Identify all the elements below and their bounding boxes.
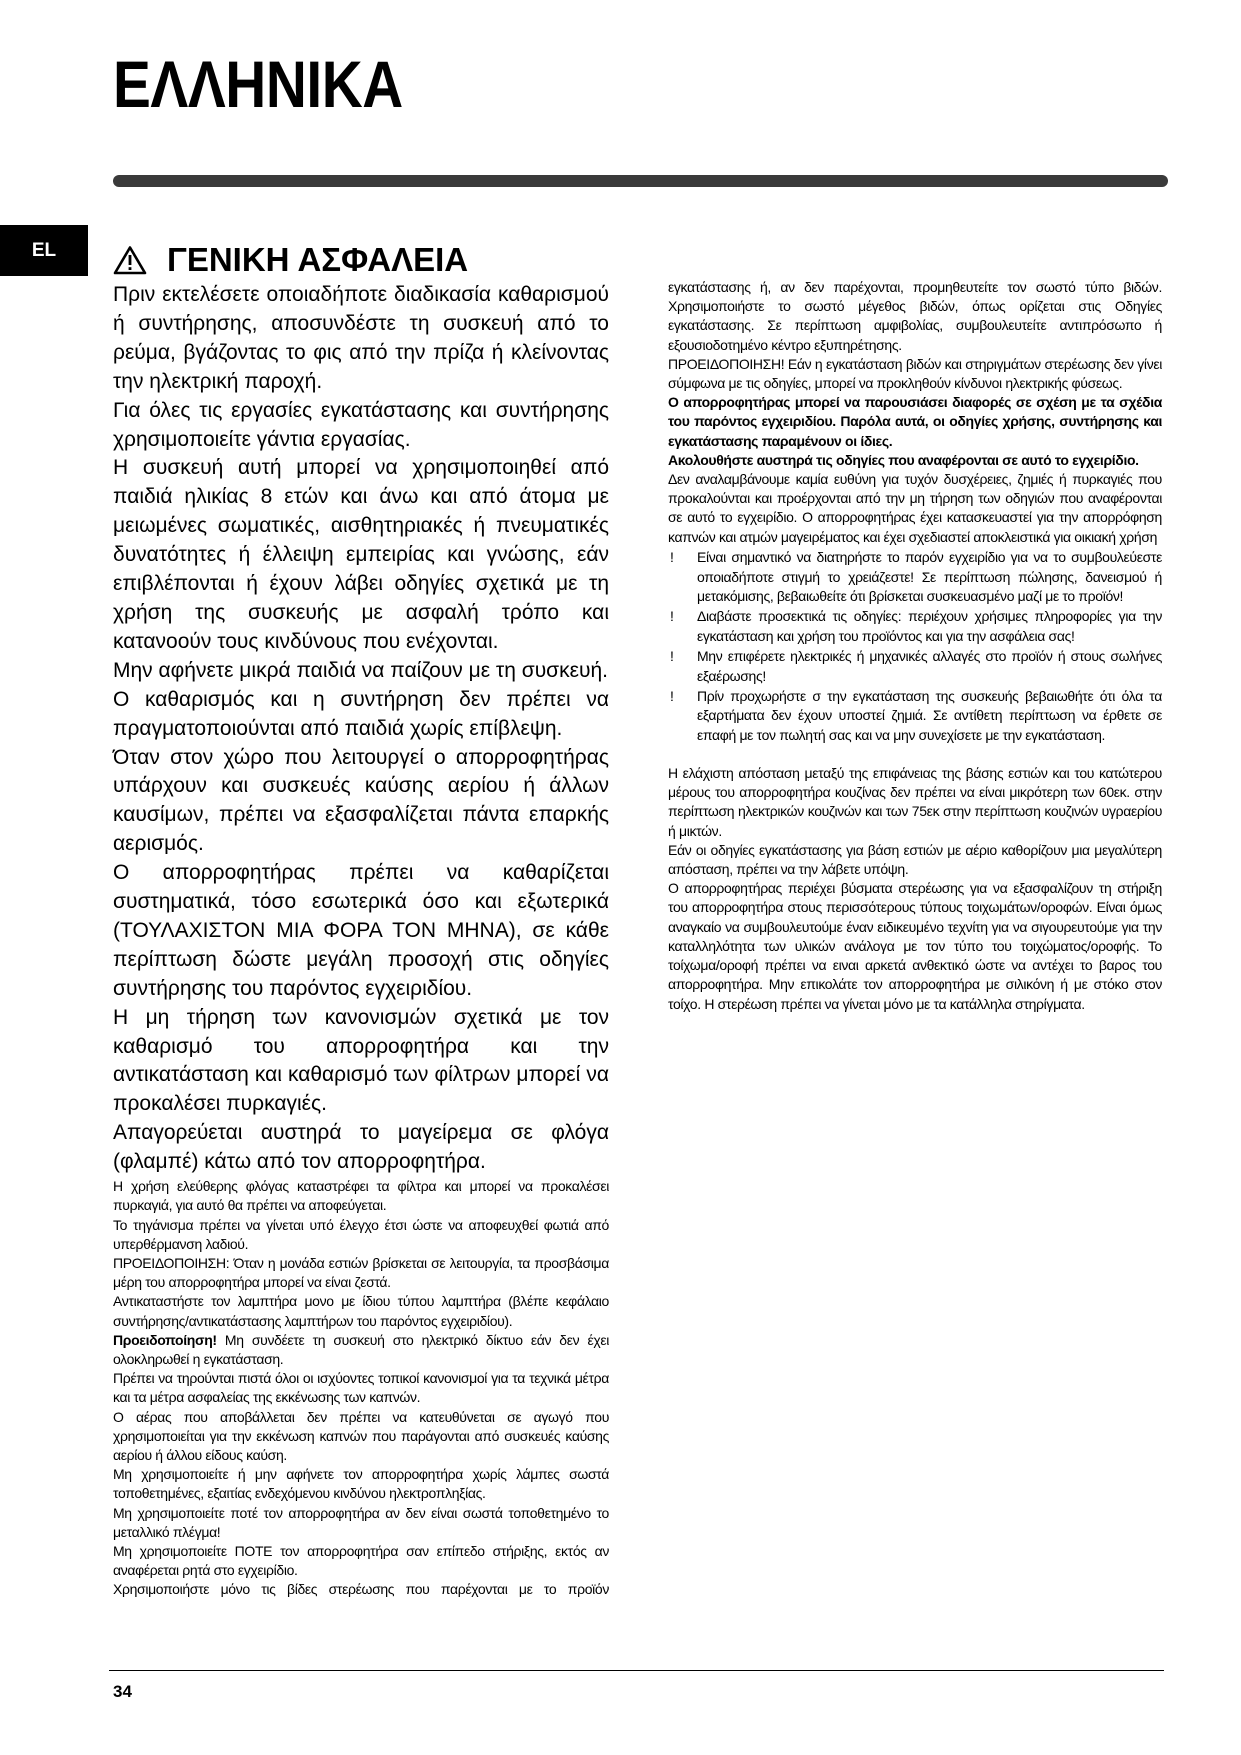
safety-paragraph: Η μη τήρηση των κανονισμών σχετικά με τον καθαρισμό του απορροφητήρα και την αντικατάσταση και καθαρισμό των φίλτρων μπορεί να προκαλέσει πυρκαγιές. <box>113 1005 609 1116</box>
section-title: ΓΕΝΙΚΗ ΑΣΦΑΛΕΙΑ <box>167 241 469 278</box>
safety-note: Ο αέρας που αποβάλλεται δεν πρέπει να κατευθύνεται σε αγωγό που χρησιμοποιείται για την εκκένωση καπνών που παράγονται από συσκευές καύσης αερίου ή άλλου είδους καύση. <box>113 1408 609 1463</box>
right-column <box>668 278 1162 1014</box>
main-safety-instructions <box>113 281 609 1177</box>
list-item <box>668 548 1162 606</box>
installation-note: Εάν οι οδηγίες εγκατάστασης για βάση εστιών με αέριο καθορίζουν μια μεγαλύτερη απόσταση, πρέπει να την λάβετε υπόψη. <box>668 841 1162 878</box>
list-item <box>668 687 1162 745</box>
safety-paragraph: Ο καθαρισμός και η συντήρηση δεν πρέπει να πραγματοποιούνται από παιδιά χωρίς επίβλεψη. <box>113 687 609 740</box>
safety-note: Η χρήση ελεύθερης φλόγας καταστρέφει τα φίλτρα και μπορεί να προκαλέσει πυρκαγιά, για αυτό θα πρέπει να αποφεύγεται. <box>113 1178 609 1214</box>
safety-paragraph: Όταν στον χώρο που λειτουργεί ο απορροφητήρας υπάρχουν και συσκευές καύσης αερίου ή άλλων καυσίμων, πρέπει να εξασφαλίζεται πάντα επαρκής αερισμός. <box>113 745 609 856</box>
safety-paragraph: Ο απορροφητήρας πρέπει να καθαρίζεται συστηματικά, τόσο εσωτερικά όσο και εξωτερικά (ΤΟΥΛΑΧΙΣΤΟΝ ΜΙΑ ΦΟΡΑ ΤΟΝ ΜΗΝΑ), σε κάθε περίπτωση δώστε μεγάλη προσοχή στις οδηγίες συντήρησης του παρόντος εγχειριδίου. <box>113 861 609 1000</box>
exclamation-bullet-icon: ! <box>670 648 674 665</box>
language-tab: EL <box>0 225 88 276</box>
exclamation-bullet-icon: ! <box>670 608 674 625</box>
safety-note: Μη χρησιμοποιείτε ποτέ τον απορροφητήρα αν δεν είναι σωστά τοποθετημένο το μεταλλικό πλέγμα! <box>113 1504 609 1540</box>
list-item-text: Είναι σημαντικό να διατηρήστε το παρόν εγχειρίδιο για να το συμβουλεύεστε οποιαδήποτε στιγμή το χρειάζεστε! Σε περίπτωση πώλησης, δανεισμού ή μετακόμισης, βεβαιωθείτε ότι βρίσκεται συσκευασμένο μαζί με το προϊόν! <box>697 549 1162 604</box>
exclamation-bullet-icon: ! <box>670 549 674 566</box>
safety-note: ΠΡΟΕΙΔΟΠΟΙΗΣΗ! Εάν η εγκατάσταση βιδών και στηριγμάτων στερέωσης δεν γίνει σύμφωνα με τις οδηγίες, μπορεί να προκληθούν κίνδυνοι ηλεκτρικής φύσεως. <box>668 355 1162 392</box>
safety-paragraph: Μην αφήνετε μικρά παιδιά να παίζουν με τη συσκευή. <box>113 658 609 682</box>
safety-note: ΠΡΟΕΙΔΟΠΟΙΗΣΗ: Όταν η μονάδα εστιών βρίσκεται σε λειτουργία, τα προσβάσιμα μέρη του απορροφητήρα μπορεί να είναι ζεστά. <box>113 1254 609 1291</box>
installation-note: Η ελάχιστη απόσταση μεταξύ της επιφάνειας της βάσης εστιών και του κατώτερου μέρους του απορροφητήρα κουζίνας δεν πρέπει να είναι μικρότερη των 60εκ. στην περίπτωση ηλεκτρικών κουζινών και των 75εκ στην περίπτωση κουζινών υγραερίου ή μικτών. <box>668 765 1162 839</box>
important-notes-list <box>668 548 1162 745</box>
safety-note-continued: Χρησιμοποιήστε μόνο τις βίδες στερέωσης που παρέχονται με το προϊόν <box>113 1581 609 1598</box>
safety-note: Μη χρησιμοποιείτε ή μην αφήνετε τον απορροφητήρα χωρίς λάμπες σωστά τοποθετημένες, εξαιτίας ενδεχόμενου κινδύνου ηλεκτροπληξίας. <box>113 1466 609 1502</box>
bold-note: Ο απορροφητήρας μπορεί να παρουσιάσει διαφορές σε σχέση με τα σχέδια του παρόντος εγχειριδίου. Παρόλα αυτά, οι οδηγίες χρήσης, συντήρησης και εγκατάστασης παραμένουν οι ίδιες. <box>668 394 1162 449</box>
exclamation-bullet-icon: ! <box>670 688 674 705</box>
safety-paragraph: Η συσκευή αυτή μπορεί να χρησιμοποιηθεί από παιδιά ηλικίας 8 ετών και άνω και από άτομα με μειωμένες σωματικές, αισθητηριακές ή πνευματικές δυνατότητες ή έλλειψη εμπειρίας και γνώσης, εάν επιβλέπονται ή έχουν λάβει οδηγίες σχετικά με τη χρήση της συσκευής με ασφαλή τρόπο και κατανοούν τους κινδύνους που ενέχονται. <box>113 456 609 653</box>
list-item-text: Μην επιφέρετε ηλεκτρικές ή μηχανικές αλλαγές στο προϊόν ή στους σωλήνες εξαέρωσης! <box>697 648 1162 684</box>
additional-safety-notes <box>113 1177 609 1599</box>
safety-paragraph: Για όλες τις εργασίες εγκατάστασης και συντήρησης χρησιμοποιείτε γάντια εργασίας. <box>113 398 609 451</box>
liability-note: Δεν αναλαμβάνουμε καμία ευθύνη για τυχόν δυσχέρειες, ζημιές ή πυρκαγιές που προκαλούνται και προέρχονται από την μη τήρηση των οδηγιών που αναφέρονται σε αυτό το εγχειρίδιο. Ο απορροφητήρας έχει κατασκευαστεί για την απορρόφηση καπνών και ατμών μαγειρέματος και έχει σχεδιαστεί αποκλειστικά για οικιακή χρήση <box>668 471 1162 545</box>
left-column <box>113 281 609 1600</box>
safety-paragraph: Πριν εκτελέσετε οποιαδήποτε διαδικασία καθαρισμού ή συντήρησης, αποσυνδέστε τη συσκευή από το ρεύμα, βγάζοντας το φις από την πρίζα ή κλείνοντας την ηλεκτρική παροχή. <box>113 283 609 393</box>
warning-text: Μη συνδέετε τη συσκευή στο ηλεκτρικό δίκτυο εάν δεν έχει ολοκληρωθεί η εγκατάσταση. <box>113 1331 609 1367</box>
safety-paragraph: Απαγορεύεται αυστηρά το μαγείρεμα σε φλόγα (φλαμπέ) κάτω από τον απορροφητήρα. <box>113 1121 609 1174</box>
section-heading <box>113 240 468 280</box>
safety-note <box>113 1331 609 1369</box>
installation-note: Ο απορροφητήρας περιέχει βύσματα στερέωσης για να εξασφαλίζουν τη στήριξη του απορροφητήρα στους περισσότερους τύπους τοιχωμάτων/οροφών. Είναι όμως αναγκαίο να συμβουλευτούμε έναν ειδικευμένο τεχνίτη για να σιγουρευτούμε για την καταλληλότητα των υλικών ανάλογα με τον τύπο του τοιχώματος/οροφής. Το τοίχωμα/οροφή πρέπει να ειναι αρκετά ανθεκτικό ώστε να αντέχει το βαρος του απορροφητήρα. Μην επικολάτε τον απορροφητήρα με σιλικόνη ή με στόκο στον τοίχο. Η στερέωση πρέπει να γίνεται μόνο με τα κατάλληλα στηρίγματα. <box>668 880 1162 1012</box>
bold-note: Ακολουθήστε αυστηρά τις οδηγίες που αναφέρονται σε αυτό το εγχειρίδιο. <box>668 451 1139 468</box>
warning-triangle-icon <box>113 245 147 275</box>
warning-label: Προειδοποίηση! <box>113 1331 217 1348</box>
list-item-text: Πρίν προχωρήστε σ την εγκατάσταση της συσκευής βεβαιωθήτε ότι όλα τα εξαρτήματα δεν έχουν υποστεί ζημιά. Σε αντίθετη περίπτωση να έρθετε σε επαφή με τον πωλητή σας και να μην συνεχίσετε με την εγκατάσταση. <box>697 688 1162 743</box>
footer-divider <box>109 1670 1164 1671</box>
safety-note: εγκατάστασης ή, αν δεν παρέχονται, προμηθευτείτε τον σωστό τύπο βιδών. Χρησιμοποιήστε το σωστό μέγεθος βιδών, όπως ορίζεται στις Οδηγίες εγκατάστασης. Σε περίπτωση αμφιβολίας, συμβουλευτείτε αντιπρόσωπο ή εξουσιοδοτημένο κέντρο εξυπηρέτησης. <box>668 279 1162 353</box>
page-number: 34 <box>113 1682 132 1701</box>
safety-note: Το τηγάνισμα πρέπει να γίνεται υπό έλεγχο έτσι ώστε να αποφευχθεί φωτιά από υπερθέρμανση λαδιού. <box>113 1216 609 1252</box>
safety-note: Πρέπει να τηρούνται πιστά όλοι οι ισχύοντες τοπικοί κανονισμοί για τα τεχνικά μέτρα και τα μέτρα ασφαλείας της εκκένωσης των καπνών. <box>113 1370 609 1406</box>
list-item <box>668 607 1162 645</box>
title-divider-bar <box>113 175 1168 187</box>
list-item-text: Διαβάστε προσεκτικά τις οδηγίες: περιέχουν χρήσιμες πληροφορίες για την εγκατάσταση και χρήση του προϊόντος και για την ασφάλεια σας! <box>697 608 1162 644</box>
language-title: ΕΛΛΗΝΙΚΑ <box>113 47 403 121</box>
safety-note: Μη χρησιμοποιείτε ΠΟΤΕ τον απορροφητήρα σαν επίπεδο στήριξης, εκτός αν αναφέρεται ρητά στο εγχειρίδιο. <box>113 1542 609 1579</box>
safety-note: Αντικαταστήστε τον λαμπτήρα μονο με ίδιου τύπου λαμπτήρα (βλέπε κεφάλαιο συντήρησης/αντικατάστασης λαμπτήρων του παρόντος εγχειριδίου). <box>113 1293 609 1329</box>
list-item <box>668 647 1162 685</box>
paragraph-spacer <box>668 745 1162 764</box>
